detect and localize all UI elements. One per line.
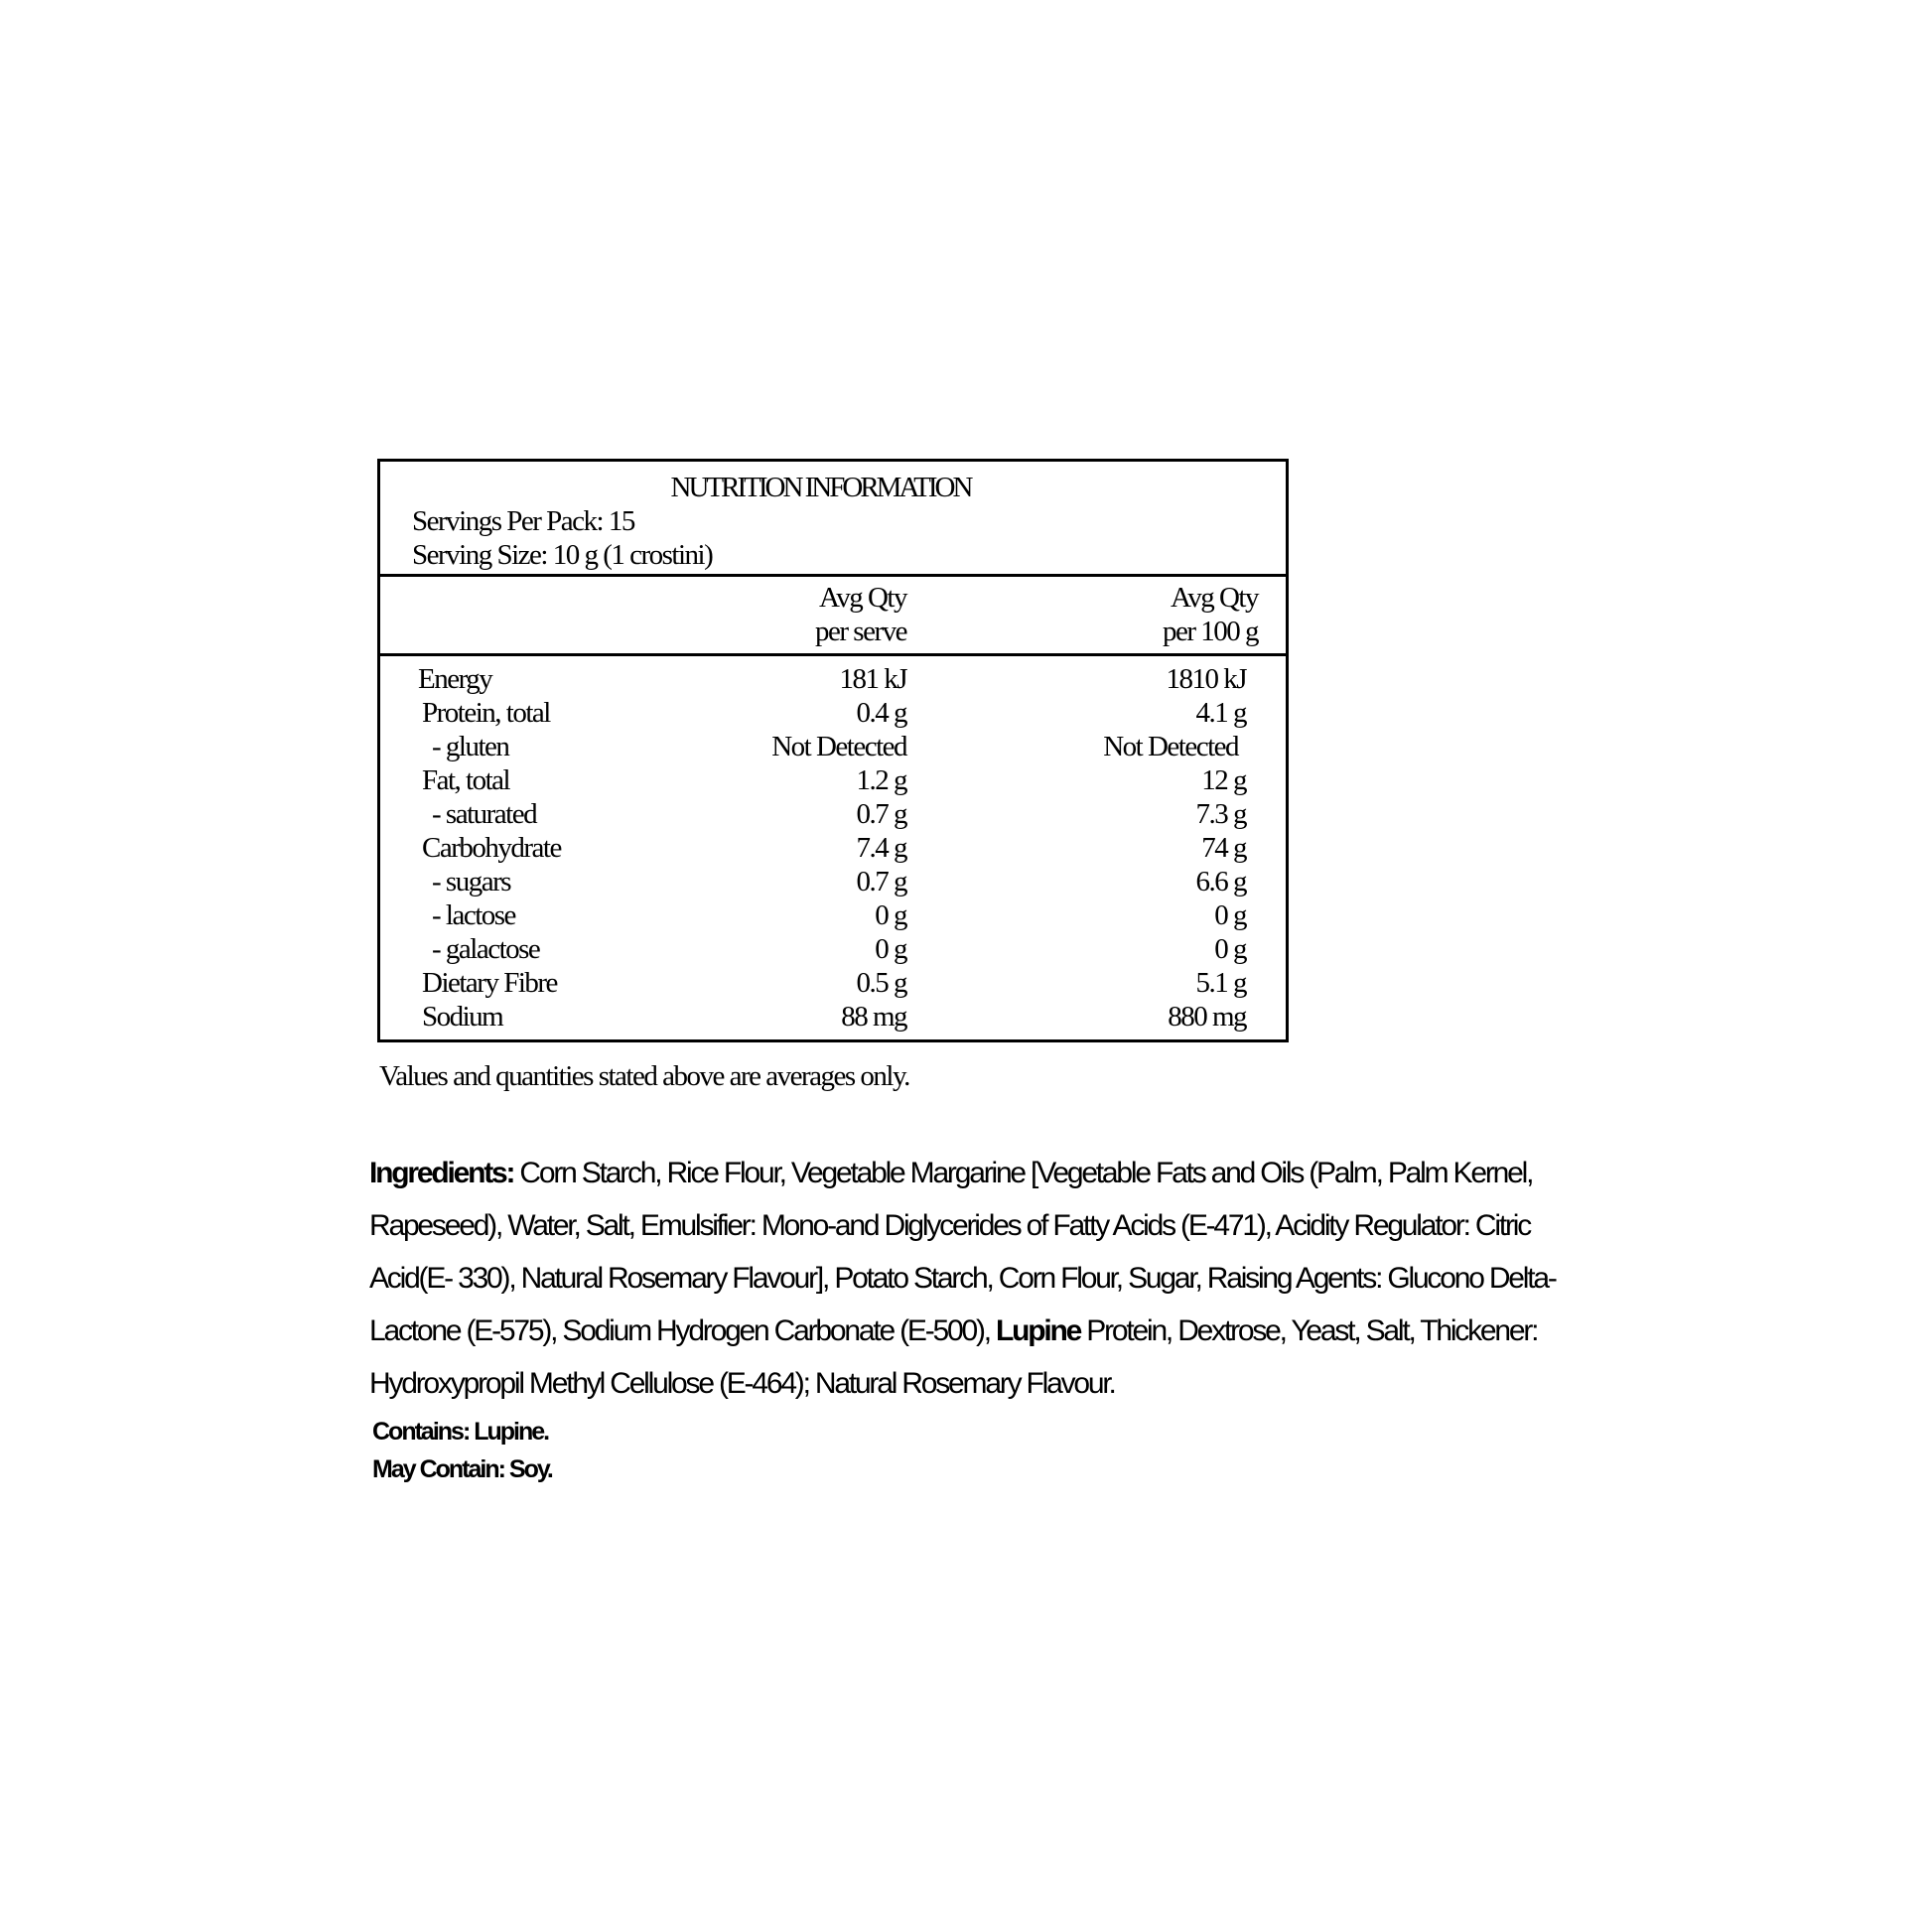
nutrient-per-serve: 0.5 g [856, 967, 906, 999]
nutrient-label: Protein, total [422, 697, 550, 729]
nutrient-label: - lactose [432, 899, 515, 931]
ingredients-heading: Ingredients: [369, 1157, 514, 1189]
panel-header [380, 462, 1286, 577]
nutrient-per-serve: 7.4 g [856, 832, 906, 864]
nutrient-row [380, 1000, 1286, 1034]
nutrient-per-serve: 1.2 g [856, 764, 906, 796]
nutrient-row [380, 865, 1286, 898]
nutrient-per-100g: 0 g [1214, 899, 1246, 931]
nutrient-per-100g: 880 mg [1168, 1001, 1246, 1033]
nutrient-label: - saturated [432, 798, 537, 830]
nutrient-row [380, 932, 1286, 966]
nutrient-row [380, 797, 1286, 831]
nutrient-per-100g: Not Detected [1103, 731, 1238, 762]
servings-per-pack: Servings Per Pack: 15 [412, 505, 634, 537]
ingredients-paragraph [369, 1147, 1571, 1410]
nutrient-per-100g: 12 g [1201, 764, 1246, 796]
ingredients-bold-lupine: Lupine [996, 1314, 1081, 1347]
nutrient-per-100g: 1810 kJ [1166, 663, 1246, 695]
nutrient-row [380, 831, 1286, 865]
nutrient-label: Carbohydrate [422, 832, 561, 864]
nutrient-per-serve: 88 mg [841, 1001, 906, 1033]
serving-size: Serving Size: 10 g (1 crostini) [412, 539, 713, 571]
nutrient-per-100g: 6.6 g [1195, 866, 1246, 897]
nutrient-label: Energy [418, 663, 492, 695]
may-contain-statement: May Contain: Soy. [372, 1455, 552, 1483]
contains-statement: Contains: Lupine. [372, 1418, 549, 1446]
nutrient-per-serve: 181 kJ [839, 663, 906, 695]
nutrient-row [380, 966, 1286, 1000]
ingredients-text-part2: Protein, Dextrose, Yeast, Salt, Thickener: Hydroxypropil Methyl Cellulose (E-464); Natural Rosemary Flavour. [369, 1314, 1538, 1400]
col-header-per-serve-line2: per serve [815, 616, 906, 647]
nutrient-per-100g: 5.1 g [1195, 967, 1246, 999]
nutrient-row [380, 763, 1286, 797]
nutrient-label: - gluten [432, 731, 509, 762]
nutrient-per-100g: 4.1 g [1195, 697, 1246, 729]
nutrition-panel [377, 459, 1289, 1042]
col-header-per-100g [1163, 581, 1258, 648]
nutrient-per-serve: 0.7 g [856, 866, 906, 897]
nutrient-per-serve: 0 g [875, 933, 906, 965]
nutrient-row [380, 898, 1286, 932]
nutrient-per-100g: 74 g [1201, 832, 1246, 864]
nutrient-row [380, 696, 1286, 730]
nutrient-label: - galactose [432, 933, 540, 965]
nutrient-label: Dietary Fibre [422, 967, 557, 999]
nutrient-label: - sugars [432, 866, 511, 897]
panel-title: NUTRITION INFORMATION [670, 472, 971, 503]
averages-footnote: Values and quantities stated above are averages only. [379, 1060, 909, 1092]
nutrient-per-100g: 0 g [1214, 933, 1246, 965]
col-header-per-serve [815, 581, 906, 648]
nutrient-row [380, 662, 1286, 696]
nutrient-row [380, 730, 1286, 763]
nutrient-per-serve: 0.4 g [856, 697, 906, 729]
col-header-per-100g-line1: Avg Qty [1170, 582, 1258, 614]
nutrient-per-serve: Not Detected [771, 731, 906, 762]
nutrient-per-serve: 0.7 g [856, 798, 906, 830]
column-headers [380, 577, 1286, 656]
nutrient-label: Sodium [422, 1001, 503, 1033]
nutrient-per-serve: 0 g [875, 899, 906, 931]
nutrient-per-100g: 7.3 g [1195, 798, 1246, 830]
col-header-per-100g-line2: per 100 g [1162, 616, 1258, 647]
col-header-per-serve-line1: Avg Qty [818, 582, 906, 614]
ingredients-text-part1: Corn Starch, Rice Flour, Vegetable Margarine [Vegetable Fats and Oils (Palm, Palm Kernel, Rapeseed), Water, Salt, Emulsifier: Mono-and Diglycerides of Fatty Acids (E-471), Acidity Regulator: Citric Acid(E- 330), Natural Rosemary Flavour], Potato Starch, Corn Flour, Sugar, Raising Agents: Glucono Delta-Lactone (E-575), Sodium Hydrogen Carbonate (E-500), [369, 1157, 1556, 1347]
nutrient-label: Fat, total [422, 764, 510, 796]
